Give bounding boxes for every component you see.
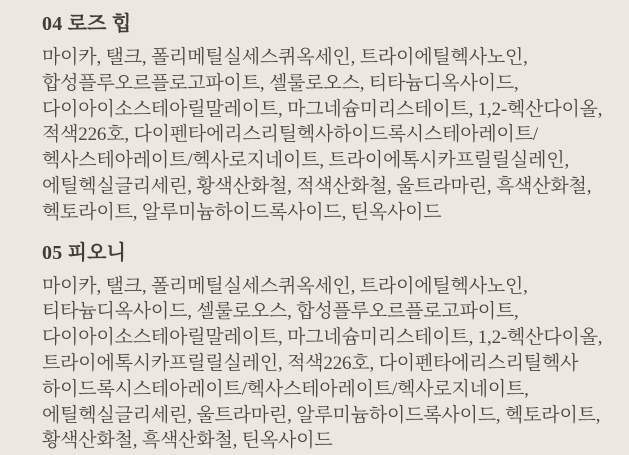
section-title-peony: 05 피오니: [42, 241, 127, 264]
ingredient-line: 다이아이소스테아릴말레이트, 마그네슘미리스테이트, 1,2-헥산다이올,: [42, 98, 603, 120]
ingredient-line: 마이카, 탤크, 폴리메틸실세스퀴옥세인, 트라이에틸헥사노인,: [42, 47, 528, 68]
ingredient-section-04-rose-hip: [42, 11, 603, 226]
ingredient-line: 다이아이소스테아릴말레이트, 마그네슘미리스테이트, 1,2-헥산다이올,: [42, 327, 603, 349]
ingredient-line: 마이카, 탤크, 폴리메틸실세스퀴옥세인, 트라이에틸헥사노인,: [42, 275, 528, 297]
ingredient-line: 헥토라이트, 알루미늄하이드록사이드, 틴옥사이드: [42, 201, 442, 223]
ingredient-line: 트라이에톡시카프릴릴실레인, 적색226호, 다이펜타에리스리틸헥사: [42, 352, 579, 374]
section-title-rose-hip: 04 로즈 힙: [42, 13, 132, 35]
ingredient-line: 합성플루오르플로고파이트, 셀룰로오스, 티타늄디옥사이드,: [42, 72, 519, 94]
ingredient-line: 에틸헥실글리세린, 울트라마린, 알루미늄하이드록사이드, 헥토라이트,: [42, 404, 601, 426]
ingredient-line: 적색226호, 다이펜타에리스리틸헥사하이드록시스테아레이트/: [42, 124, 538, 146]
ingredient-list-rose-hip: [42, 45, 603, 226]
ingredient-line: 에틸헥실글리세린, 황색산화철, 적색산화철, 울트라마린, 흑색산화철,: [42, 175, 592, 197]
ingredient-section-05-peony: [42, 240, 603, 455]
ingredient-line: 티타늄디옥사이드, 셀룰로오스, 합성플루오르플로고파이트,: [42, 301, 519, 323]
ingredient-line: 황색산화철, 흑색산화철, 틴옥사이드: [42, 430, 333, 452]
ingredient-line: 헥사스테아레이트/헥사로지네이트, 트라이에톡시카프릴릴실레인,: [42, 150, 570, 172]
ingredient-line: 하이드록시스테아레이트/헥사스테아레이트/헥사로지네이트,: [42, 378, 529, 400]
ingredient-list-peony: [42, 274, 603, 455]
